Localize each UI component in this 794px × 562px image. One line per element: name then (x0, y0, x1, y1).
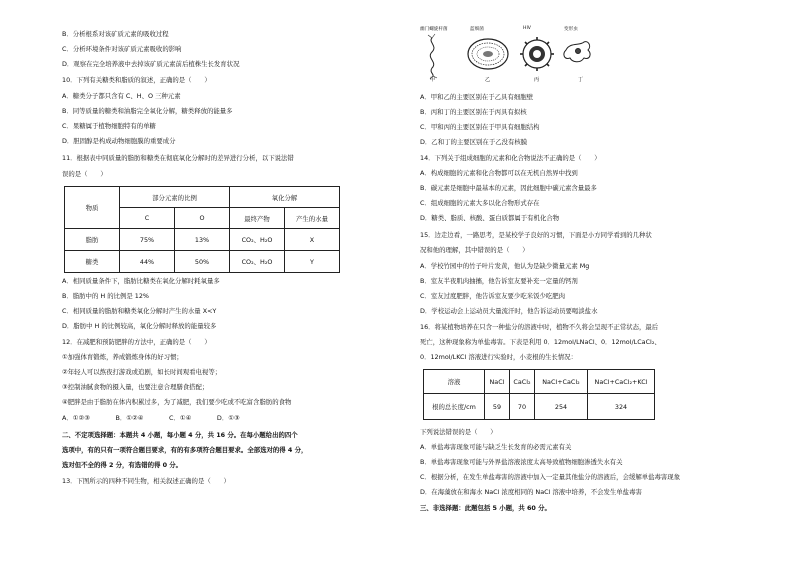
organism-caption: 幽门螺旋杆菌 (420, 27, 448, 32)
q13-option-d: D．乙和丁的主要区别在于乙没有核膜 (420, 138, 528, 146)
amoeba-drawing (564, 42, 590, 62)
q13-option-b: B．丙和丁的主要区别在于丙具有拟核 (420, 108, 527, 116)
table-cell: 根的总长度/cm (424, 394, 485, 420)
q9-option-d: D．观察在完全培养液中去掉该矿质元素前后植株生长发育状况 (62, 60, 240, 68)
q12-item-2: ②年轻人可以熬夜打游戏或追剧，如长时间观看电视等； (62, 368, 222, 376)
q15-option-c: C．室友过度肥胖，他告诉室友要少吃米饭少吃肥肉 (420, 292, 566, 300)
q14-option-a: A．构成细胞的元素和化合物都可以在无机自然界中找到 (420, 169, 578, 177)
q13-stem: 13．下图所示的四种不同生物，相关叙述正确的是（ ） (62, 477, 230, 485)
q11-option-d: D．脂肪中 H 的比例较高，氧化分解时释放的能量较多 (62, 322, 217, 330)
section2-heading-line3: 选对但不全的得 2 分，有选错的得 0 分。 (62, 461, 183, 469)
table-header: 溶液 (424, 370, 485, 394)
q10-option-c: C．果糖属于植物细胞特有的单糖 (62, 122, 156, 130)
table-cell: CO₂、H₂O (230, 251, 285, 273)
table-cell: 13% (175, 229, 230, 251)
q16-option-a: A．单盐毒害现象可能与缺乏生长发育的必需元素有关 (420, 443, 572, 451)
table-col-o: O (175, 208, 230, 229)
organism-drawings (420, 32, 595, 80)
organism-caption: 蓝细菌 (470, 27, 484, 32)
organisms-figure (420, 26, 595, 86)
q15-option-a: A．学校竹园中的竹子叶片发黄，他认为是缺少微量元素 Mg (420, 262, 590, 270)
table-row (65, 229, 340, 251)
q11-option-a: A．相同质量条件下，脂肪比糖类在氧化分解时耗氧量多 (62, 277, 220, 285)
organism-label: 甲 (430, 77, 436, 83)
table-cell: 44% (120, 251, 175, 273)
table-cell: 59 (485, 394, 510, 420)
hiv-drawing (520, 37, 554, 71)
q13-option-a: A．甲和乙的主要区别在于乙具有细胞壁 (420, 93, 534, 101)
q16-stem-line1: 16．将某植物培养在只含一种盐分的溶液中时，植物不久将会呈现不正常状态，最后 (420, 323, 659, 331)
q14-stem: 14．下列关于组成细胞的元素和化合物说法不正确的是（ ） (420, 154, 601, 162)
q11-stem-line2: 误的是（ ） (62, 170, 107, 178)
q15-stem-line2: 况和他的理解，其中错误的是（ ） (420, 246, 529, 254)
q16-option-c: C．根据分析，在发生单盐毒害的溶液中加入一定量其他盐分的溶液后，会缓解单盐毒害现象 (420, 473, 681, 481)
table-header: NaCl (485, 370, 510, 394)
table-row (65, 251, 340, 273)
table-header: CaCl₂ (510, 370, 535, 394)
table-cell: 254 (535, 394, 588, 420)
section2-heading-line1: 二、不定项选择题：本题共 4 小题，每小题 4 分，共 16 分。在每小题给出的四个 (62, 431, 298, 439)
q10-option-b: B．同等质量的糖类和油脂完全氧化分解，糖类释放的能量多 (62, 107, 233, 115)
table-header-elements: 部分元素的比例 (120, 187, 230, 208)
q14-option-c: C．组成细胞的元素大多以化合物形式存在 (420, 199, 540, 207)
root-length-table (423, 369, 655, 420)
table-header-subject: 物质 (65, 187, 120, 229)
section3-heading: 三、非选择题：此题包括 5 小题，共 60 分。 (420, 504, 551, 512)
q9-option-b: B．分析根系对该矿质元素的吸收过程 (62, 30, 169, 38)
table-header: NaCl+CaCl₂ (535, 370, 588, 394)
q16-option-b: B．单盐毒害现象可能与外界盐溶液浓度太高导致植物细胞渗透失水有关 (420, 458, 623, 466)
q13-option-c: C．甲和丙的主要区别在于甲具有细胞结构 (420, 123, 540, 131)
table-col-c: C (120, 208, 175, 229)
table-row (424, 394, 655, 420)
q14-option-b: B．碳元素是细胞中最基本的元素，因此细胞中碳元素含量最多 (420, 184, 597, 192)
fat-sugar-table (64, 186, 340, 273)
q12-item-1: ①加强体育锻炼，养成锻炼身体的好习惯； (62, 353, 183, 361)
q14-option-d: D．糖类、脂质、核酸、蛋白质都属于有机化合物 (420, 214, 560, 222)
organism-label: 乙 (485, 77, 491, 83)
q11-option-b: B．脂肪中的 H 的比例是 12% (62, 292, 150, 300)
table-cell: 70 (510, 394, 535, 420)
table-cell: X (285, 229, 340, 251)
table-cell: 糖类 (65, 251, 120, 273)
organism-caption: 变形虫 (564, 27, 578, 32)
table-col-product: 最终产物 (230, 208, 285, 229)
q15-option-d: D．学校运动会上运动员大量流汗时，他告诉运动员要喝淡盐水 (420, 307, 598, 315)
table-header: NaCl+CaCl₂+KCl (588, 370, 655, 394)
q12-stem: 12．在减肥和预防肥胖的方法中，正确的是（ ） (62, 338, 211, 346)
q11-option-c: C．相同质量的脂肪和糖类氧化分解时产生的水量 X<Y (62, 307, 217, 315)
cyanobacteria-drawing (468, 39, 508, 69)
q16-question: 下列说法错误的是（ ） (420, 428, 497, 436)
q12-item-3: ③控制油腻食物的摄入量，也要注意合理膳食搭配； (62, 383, 209, 391)
q15-option-b: B．室友半夜肌肉抽搐，他告诉室友要补充一定量的钙剂 (420, 277, 578, 285)
organism-label: 丙 (534, 77, 540, 83)
organism-label: 丁 (578, 77, 584, 83)
q10-option-a: A．糖类分子都只含有 C、H、O 三种元素 (62, 92, 181, 100)
q16-stem-line2: 死亡，这种现象称为单盐毒害。下表是利用 0．12mol/LNaCl、0．12mol/LCaCl₂、 (420, 338, 661, 346)
table-header-oxidation: 氧化分解 (230, 187, 340, 208)
section2-heading-line2: 选项中，有的只有一项符合题目要求，有的有多项符合题目要求。全部选对的得 4 分， (62, 446, 308, 454)
q12-item-4: ④肥胖是由于脂肪在体内积累过多，为了减肥，我们要少吃或不吃富含脂肪的食物 (62, 398, 292, 406)
q10-stem: 10．下列有关糖类和脂质的叙述，正确的是（ ） (62, 76, 211, 84)
table-cell: 50% (175, 251, 230, 273)
organism-caption: HIV (523, 26, 531, 31)
q16-stem-line3: 0．12mol/LKCl 溶液进行实验时，小麦根的生长情况： (420, 353, 577, 361)
q9-option-c: C．分析环境条件对该矿质元素吸收的影响 (62, 45, 182, 53)
table-cell: 脂肪 (65, 229, 120, 251)
helicobacter-drawing (428, 34, 437, 79)
q10-option-d: D．胆固醇是构成动物细胞膜的重要成分 (62, 137, 176, 145)
table-cell: 324 (588, 394, 655, 420)
q16-option-d: D．在海藻放在和海水 NaCl 浓度相同的 NaCl 溶液中培养，不会发生单盐毒害 (420, 488, 642, 496)
table-cell: 75% (120, 229, 175, 251)
table-col-water: 产生的水量 (285, 208, 340, 229)
table-cell: CO₂、H₂O (230, 229, 285, 251)
table-cell: Y (285, 251, 340, 273)
q15-stem-line1: 15．边走边看，一路思考，是某校学子良好的习惯，下面是小方同学看到的几种状 (420, 231, 652, 239)
q12-options: A．①②③ B．①②④ C．①④ D．①③ (62, 414, 240, 422)
q11-stem-line1: 11．根据表中同质量的脂肪和糖类在彻底氧化分解时的差异进行分析，以下说法错 (62, 154, 294, 162)
